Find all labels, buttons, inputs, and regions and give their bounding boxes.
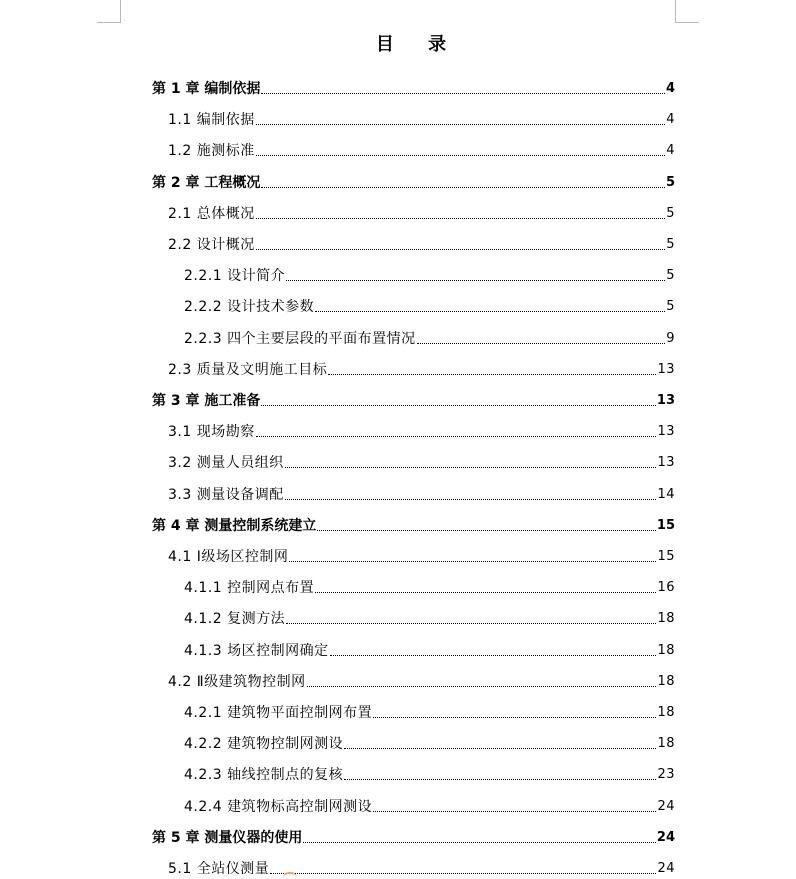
toc-entry[interactable] xyxy=(152,379,675,410)
toc-entry-page-number: 18 xyxy=(657,611,675,627)
toc-entry-page-number: 15 xyxy=(657,549,675,564)
toc-entry-page-number: 24 xyxy=(657,798,675,814)
toc-entry-page-number: 5 xyxy=(666,268,675,284)
toc-entry[interactable] xyxy=(152,816,675,847)
toc-entry[interactable] xyxy=(184,691,675,722)
toc-entry-label: 3.3 测量设备调配 xyxy=(168,486,284,503)
toc-entry-label: 3.1 现场勘察 xyxy=(168,424,255,441)
toc-entry-page-number: 5 xyxy=(666,237,675,252)
toc-entry-label: 1.2 施测标准 xyxy=(168,143,255,160)
toc-entry-page-number: 4 xyxy=(666,143,675,159)
toc-dot-leader xyxy=(285,499,657,500)
toc-dot-leader xyxy=(307,686,657,687)
toc-entry-page-number: 13 xyxy=(656,393,675,408)
toc-entry-label: 第 3 章 施工准备 xyxy=(152,393,261,409)
decorative-mark xyxy=(283,872,297,878)
toc-entry-page-number: 18 xyxy=(657,642,675,658)
toc-dot-leader xyxy=(285,467,657,468)
toc-dot-leader xyxy=(261,187,665,188)
toc-entry-page-number: 23 xyxy=(657,767,675,783)
toc-entry-label: 2.2.3 四个主要层段的平面布置情况 xyxy=(184,330,416,347)
toc-entry[interactable] xyxy=(152,161,675,192)
toc-entry-page-number: 16 xyxy=(657,580,675,596)
toc-entry[interactable] xyxy=(168,441,675,472)
toc-dot-leader xyxy=(286,623,656,624)
toc-dot-leader xyxy=(317,530,656,531)
toc-dot-leader xyxy=(315,592,656,593)
toc-entry[interactable] xyxy=(168,192,675,223)
toc-dot-leader xyxy=(373,717,656,718)
toc-title: 目 录 xyxy=(375,34,461,55)
toc-dot-leader xyxy=(330,655,657,656)
toc-entry[interactable] xyxy=(152,67,675,98)
toc-entry-label: 2.1 总体概况 xyxy=(168,205,255,222)
toc-dot-leader xyxy=(303,842,656,843)
toc-entry[interactable] xyxy=(184,753,675,784)
toc-entry-label: 4.2.2 建筑物控制网测设 xyxy=(184,736,344,753)
toc-entry[interactable] xyxy=(184,722,675,753)
toc-dot-leader xyxy=(373,811,656,812)
crop-mark-top-right xyxy=(675,0,699,23)
toc-entry-page-number: 18 xyxy=(657,705,675,720)
toc-entry[interactable] xyxy=(168,473,675,504)
toc-entry[interactable] xyxy=(168,129,675,160)
toc-entry[interactable] xyxy=(184,785,675,816)
toc-dot-leader xyxy=(256,155,666,156)
toc-dot-leader xyxy=(344,748,656,749)
toc-entry-page-number: 24 xyxy=(657,861,675,876)
toc-entry-label: 4.1 Ⅰ级场区控制网 xyxy=(168,549,289,565)
toc-entry-label: 第 2 章 工程概况 xyxy=(152,174,261,191)
toc-entry-label: 第 1 章 编制依据 xyxy=(152,81,261,97)
toc-entry[interactable] xyxy=(184,597,675,628)
toc-entry-page-number: 4 xyxy=(665,81,675,96)
toc-entry[interactable] xyxy=(168,410,675,441)
toc-entry-label: 1.1 编制依据 xyxy=(168,112,255,129)
toc-dot-leader xyxy=(417,343,666,344)
toc-entry[interactable] xyxy=(168,223,675,254)
toc-entry-page-number: 13 xyxy=(657,455,675,471)
toc-entry-label: 4.1.2 复测方法 xyxy=(184,611,286,628)
toc-entry[interactable] xyxy=(184,629,675,660)
toc-dot-leader xyxy=(270,873,656,874)
toc-entry[interactable] xyxy=(168,98,675,129)
toc-dot-leader xyxy=(256,218,666,219)
toc-dot-leader xyxy=(256,249,666,250)
toc-entry-label: 2.2 设计概况 xyxy=(168,237,255,253)
toc-dot-leader xyxy=(286,280,665,281)
toc-dot-leader xyxy=(315,311,665,312)
toc-entry-page-number: 15 xyxy=(656,517,675,533)
toc-entry-label: 4.2.3 轴线控制点的复核 xyxy=(184,767,344,784)
toc-dot-leader xyxy=(289,561,656,562)
toc-entry-page-number: 5 xyxy=(665,174,675,190)
toc-entry[interactable] xyxy=(168,535,675,566)
toc-dot-leader xyxy=(261,405,656,406)
toc-entry-label: 4.2 Ⅱ级建筑物控制网 xyxy=(168,673,306,690)
toc-entry-page-number: 13 xyxy=(657,361,675,377)
toc-entry-label: 2.3 质量及文明施工目标 xyxy=(168,361,328,378)
toc-entry-label: 4.1.1 控制网点布置 xyxy=(184,580,315,597)
toc-dot-leader xyxy=(256,124,666,125)
toc-entry-label: 4.2.4 建筑物标高控制网测设 xyxy=(184,798,373,815)
toc-entry-label: 第 4 章 测量控制系统建立 xyxy=(152,517,317,534)
toc-entry-page-number: 5 xyxy=(666,205,675,221)
toc-entry-page-number: 18 xyxy=(657,673,675,689)
toc-entry-label: 3.2 测量人员组织 xyxy=(168,455,284,472)
toc-entry-page-number: 5 xyxy=(666,299,675,315)
toc-entry-label: 4.2.1 建筑物平面控制网布置 xyxy=(184,705,373,721)
toc-entry[interactable] xyxy=(184,254,675,285)
toc-entry-page-number: 24 xyxy=(656,829,675,845)
toc-dot-leader xyxy=(328,374,656,375)
toc-entry-label: 2.2.2 设计技术参数 xyxy=(184,299,315,316)
toc-entry-page-number: 13 xyxy=(657,424,675,440)
toc-entry-label: 4.1.3 场区控制网确定 xyxy=(184,642,329,659)
toc-dot-leader xyxy=(261,93,665,94)
toc-entry-label: 5.1 全站仪测量 xyxy=(168,861,270,877)
toc-entry-page-number: 18 xyxy=(657,736,675,752)
toc-entry-label: 2.2.1 设计简介 xyxy=(184,268,286,285)
toc-entry[interactable] xyxy=(168,847,675,878)
toc-entry[interactable] xyxy=(184,317,675,348)
toc-entry[interactable] xyxy=(168,660,675,691)
toc-entry-label: 第 5 章 测量仪器的使用 xyxy=(152,829,303,846)
toc-entry-page-number: 9 xyxy=(666,330,675,346)
toc-dot-leader xyxy=(344,779,656,780)
toc-entry[interactable] xyxy=(168,348,675,379)
toc-entry[interactable] xyxy=(184,285,675,316)
toc-entry[interactable] xyxy=(184,566,675,597)
toc-entry[interactable] xyxy=(152,504,675,535)
toc-dot-leader xyxy=(256,436,657,437)
toc-entry-page-number: 14 xyxy=(657,486,675,502)
crop-mark-top-left xyxy=(97,0,121,23)
toc-entry-page-number: 4 xyxy=(666,112,675,128)
